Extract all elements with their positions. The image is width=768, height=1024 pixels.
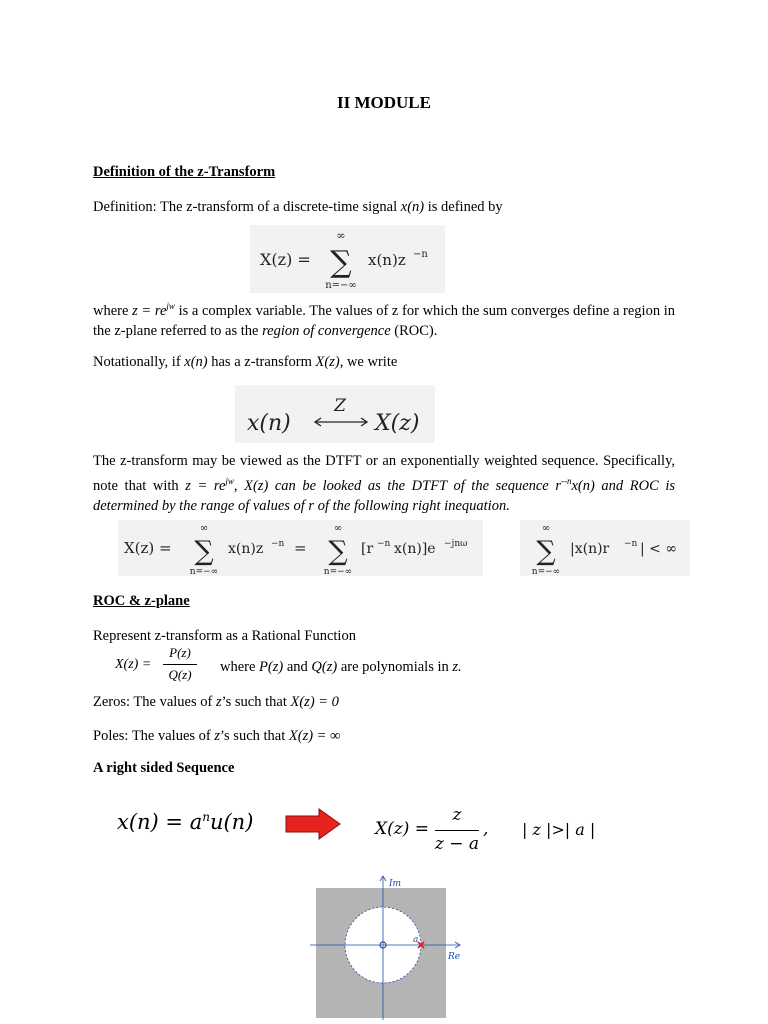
where-end: (ROC). bbox=[390, 322, 438, 339]
section-heading-roc: ROC & z-plane bbox=[93, 593, 190, 609]
notation-post: we write bbox=[343, 354, 398, 370]
frac-p: P(z) bbox=[259, 659, 284, 675]
zeros-post: ’s such that bbox=[221, 694, 291, 710]
where-z: z = re bbox=[132, 302, 167, 319]
definition-paragraph bbox=[93, 197, 675, 217]
dtft-text1: The z-transform may be viewed as the DTFT or an exponentially weighted sequence. Specifically, note that with bbox=[93, 453, 675, 494]
dtft-z: z = re bbox=[185, 477, 226, 494]
xz-comma: , bbox=[483, 819, 489, 839]
definition-pre: Definition: The z-transform of a discrete-time signal bbox=[93, 199, 401, 215]
equation-dtft-expansion bbox=[118, 520, 483, 576]
eq1-exp: −n bbox=[413, 249, 428, 260]
eq1-sigma: ∑ bbox=[330, 245, 352, 280]
eq3b-sum-top: ∞ bbox=[541, 523, 551, 534]
zeros-z: z bbox=[215, 694, 222, 710]
dtft-italic2: x(n) and ROC is determined by the range of values of r of the following right inequation. bbox=[93, 477, 676, 514]
xz-lhs: X(z) = bbox=[375, 819, 429, 839]
notation-mid: has a z-transform bbox=[207, 354, 316, 370]
eq3-sum1-bottom: n=−∞ bbox=[189, 567, 219, 576]
eq1-term: x(n)z bbox=[368, 251, 406, 269]
rational-fraction bbox=[115, 645, 205, 687]
frac-numerator: P(z) bbox=[169, 645, 191, 660]
where-paragraph bbox=[93, 296, 675, 341]
rational-intro: Represent z-transform as a Rational Function bbox=[93, 628, 356, 644]
im-label: Im bbox=[389, 879, 402, 889]
eq3b-term3: |x(n)r bbox=[570, 541, 610, 557]
a-label: a bbox=[413, 935, 419, 945]
dtft-italic1: X(z) can be looked as the DTFT of the sequence r bbox=[244, 477, 561, 494]
eq3b-sigma: ∑ bbox=[536, 536, 556, 567]
notation-pre: Notationally, if bbox=[93, 354, 185, 370]
dtft-comma: , bbox=[233, 477, 245, 494]
eq3-exp3: −jnω bbox=[444, 539, 468, 549]
section-heading-definition: Definition of the z-Transform bbox=[93, 164, 276, 180]
zeros-cond: X(z) = 0 bbox=[290, 694, 339, 710]
frac-where-text bbox=[220, 659, 462, 676]
where-post: is a complex variable. The values of z for which the sum converges define a region in the z-plane referred to as the bbox=[93, 302, 676, 339]
where-exp: jw bbox=[166, 301, 175, 311]
eq2-left: x(n) bbox=[247, 411, 291, 436]
definition-post: is defined by bbox=[424, 199, 503, 215]
page-title: II MODULE bbox=[337, 93, 431, 112]
double-arrow-icon bbox=[315, 418, 367, 426]
equation-roc-inequality bbox=[520, 520, 690, 576]
poles-post: ’s such that bbox=[220, 728, 289, 744]
right-arrow-icon bbox=[285, 808, 341, 840]
xz-numerator: z bbox=[452, 805, 462, 825]
eq3-sum2-top: ∞ bbox=[333, 523, 343, 534]
eq3-sum2-bottom: n=−∞ bbox=[323, 567, 353, 576]
sequence-equation bbox=[117, 810, 253, 834]
eq3-sum1-top: ∞ bbox=[199, 523, 209, 534]
poles-pre: Poles: The values of bbox=[93, 728, 215, 744]
eq3-equals: = bbox=[294, 539, 307, 557]
eq3-sigma1: ∑ bbox=[194, 536, 214, 567]
eq3-exp2: −n bbox=[377, 539, 391, 549]
seq-eq: x(n) = a bbox=[117, 810, 203, 834]
where-roc-italic: region of convergence bbox=[262, 322, 391, 339]
notation-xz: X(z), bbox=[315, 354, 344, 370]
poles-cond: X(z) = ∞ bbox=[288, 728, 341, 744]
frac-and: and bbox=[283, 659, 312, 675]
frac-zvar: z. bbox=[452, 659, 462, 675]
xz-denominator: z − a bbox=[434, 834, 480, 854]
dtft-exp: jw bbox=[225, 476, 234, 486]
re-label: Re bbox=[448, 952, 461, 962]
frac-denominator: Q(z) bbox=[168, 667, 192, 682]
frac-lhs: X(z) = bbox=[115, 657, 152, 672]
eq3b-sum-bottom: n=−∞ bbox=[531, 567, 561, 576]
equation-z-transform-definition bbox=[250, 225, 445, 293]
eq3b-exp4: −n bbox=[624, 539, 638, 549]
zeros-pre: Zeros: The values of bbox=[93, 694, 216, 710]
poles-z: z bbox=[214, 728, 221, 744]
xz-bar bbox=[435, 830, 479, 831]
notation-paragraph bbox=[93, 352, 675, 372]
frac-post: are polynomials in bbox=[337, 659, 453, 675]
eq3-sigma2: ∑ bbox=[328, 536, 348, 567]
dtft-paragraph bbox=[93, 451, 675, 516]
xz-fraction bbox=[375, 805, 495, 861]
zeros-line bbox=[93, 692, 675, 712]
equation-z-transform-pair bbox=[235, 385, 435, 443]
eq3-exp1: −n bbox=[271, 539, 285, 549]
frac-where: where bbox=[220, 659, 260, 675]
eq2-right: X(z) bbox=[375, 411, 420, 436]
eq3-term1: x(n)z bbox=[228, 541, 264, 557]
eq3-term2a: [r bbox=[361, 541, 374, 557]
eq2-arrow-label: Z bbox=[334, 396, 346, 416]
pole-zero-plot bbox=[310, 872, 480, 1024]
eq3-lhs: X(z) = bbox=[124, 539, 172, 557]
seq-tail: u(n) bbox=[209, 810, 254, 834]
dtft-exp2: --n bbox=[560, 476, 572, 486]
section-heading-right-sided: A right sided Sequence bbox=[93, 760, 235, 776]
eq1-sum-bottom: n=−∞ bbox=[325, 280, 357, 291]
eq3-term2b: x(n)]e bbox=[394, 541, 436, 557]
seq-exp: n bbox=[202, 810, 210, 824]
where-pre: where bbox=[93, 302, 133, 319]
definition-var: x(n) bbox=[400, 199, 425, 215]
frac-bar bbox=[163, 664, 197, 665]
frac-q: Q(z) bbox=[311, 659, 338, 675]
notation-xn: x(n) bbox=[184, 354, 208, 370]
eq1-sum-top: ∞ bbox=[336, 229, 346, 242]
eq1-lhs: X(z) = bbox=[260, 250, 311, 269]
eq3b-term3b: | < ∞ bbox=[640, 541, 678, 557]
roc-condition: | z |>| a | bbox=[522, 820, 596, 839]
poles-line bbox=[93, 726, 675, 746]
